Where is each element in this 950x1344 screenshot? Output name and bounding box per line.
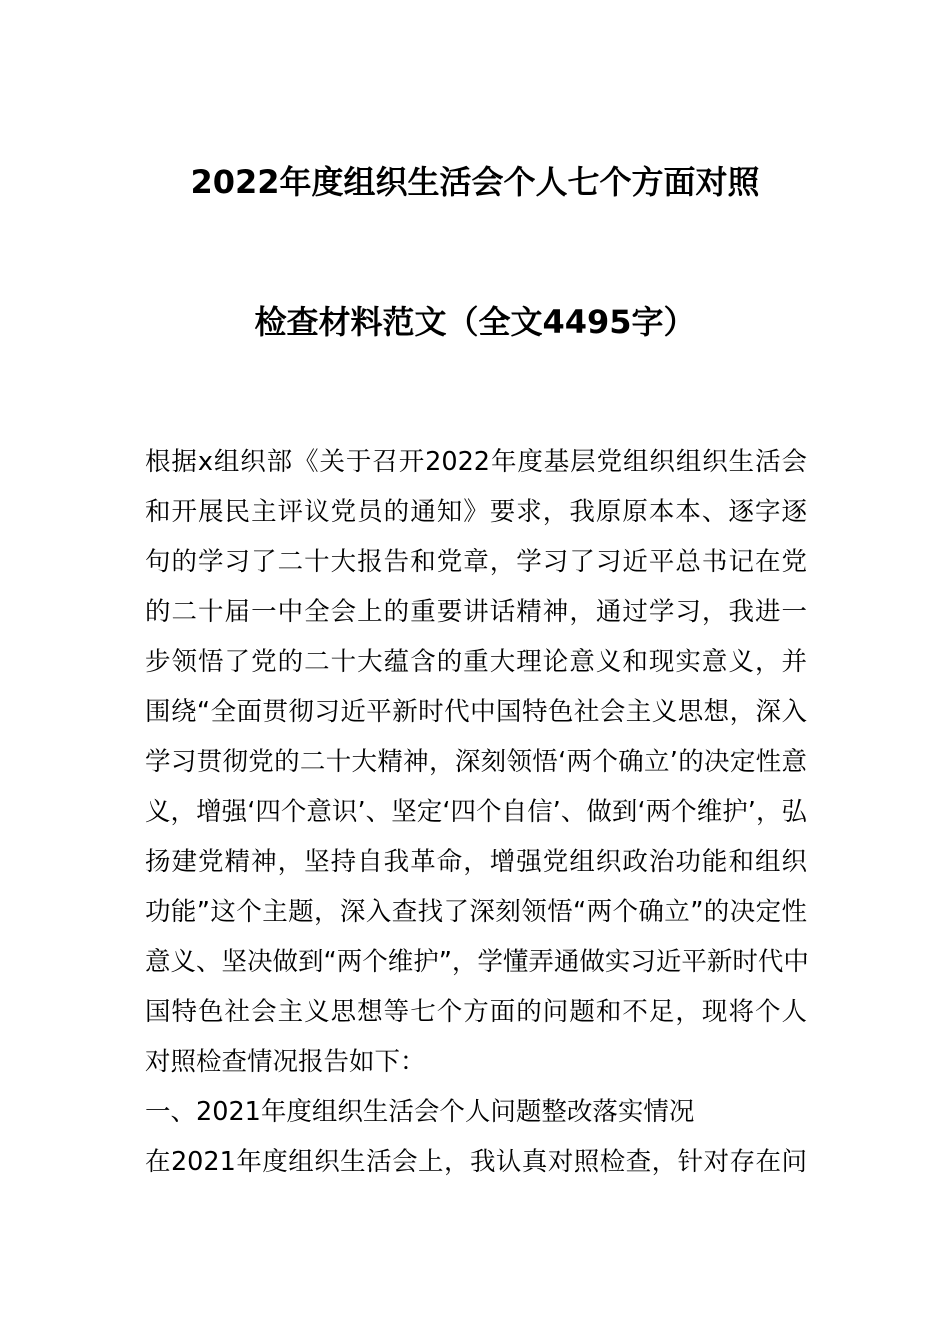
document-body xyxy=(145,442,807,1192)
section-heading: 一、2021年度组织生活会个人问题整改落实情况 xyxy=(145,1097,695,1127)
body-line: 学习贯彻党的二十大精神，深刻领悟‘两个确立’的决定性意 xyxy=(145,747,807,777)
body-line: 的二十届一中全会上的重要讲话精神，通过学习，我进一 xyxy=(145,597,807,627)
body-line: 义，增强‘四个意识’、坚定‘四个自信’、做到‘两个维护’，弘 xyxy=(145,797,807,827)
body-line: 意义、坚决做到“两个维护”，学懂弄通做实习近平新时代中 xyxy=(145,947,809,977)
body-line: 和开展民主评议党员的通知》要求，我原原本本、逐字逐 xyxy=(145,497,807,527)
document-title-line-2: 检查材料范文（全文4495字） xyxy=(254,303,696,341)
body-line: 对照检查情况报告如下： xyxy=(145,1047,426,1077)
body-line: 围绕“全面贯彻习近平新时代中国特色社会主义思想，深入 xyxy=(145,697,807,727)
body-line: 扬建党精神，坚持自我革命，增强党组织政治功能和组织 xyxy=(145,847,807,877)
body-line: 功能”这个主题，深入查找了深刻领悟“两个确立”的决定性 xyxy=(145,897,807,927)
body-line: 国特色社会主义思想等七个方面的问题和不足，现将个人 xyxy=(145,997,807,1027)
body-line: 根据x组织部《关于召开2022年度基层党组织组织生活会 xyxy=(145,447,807,477)
body-line: 句的学习了二十大报告和党章，学习了习近平总书记在党 xyxy=(145,547,807,577)
document-title-line-1: 2022年度组织生活会个人七个方面对照 xyxy=(190,163,760,201)
body-line: 步领悟了党的二十大蕴含的重大理论意义和现实意义，并 xyxy=(145,647,807,677)
body-line: 在2021年度组织生活会上，我认真对照检查，针对存在问 xyxy=(145,1147,807,1177)
